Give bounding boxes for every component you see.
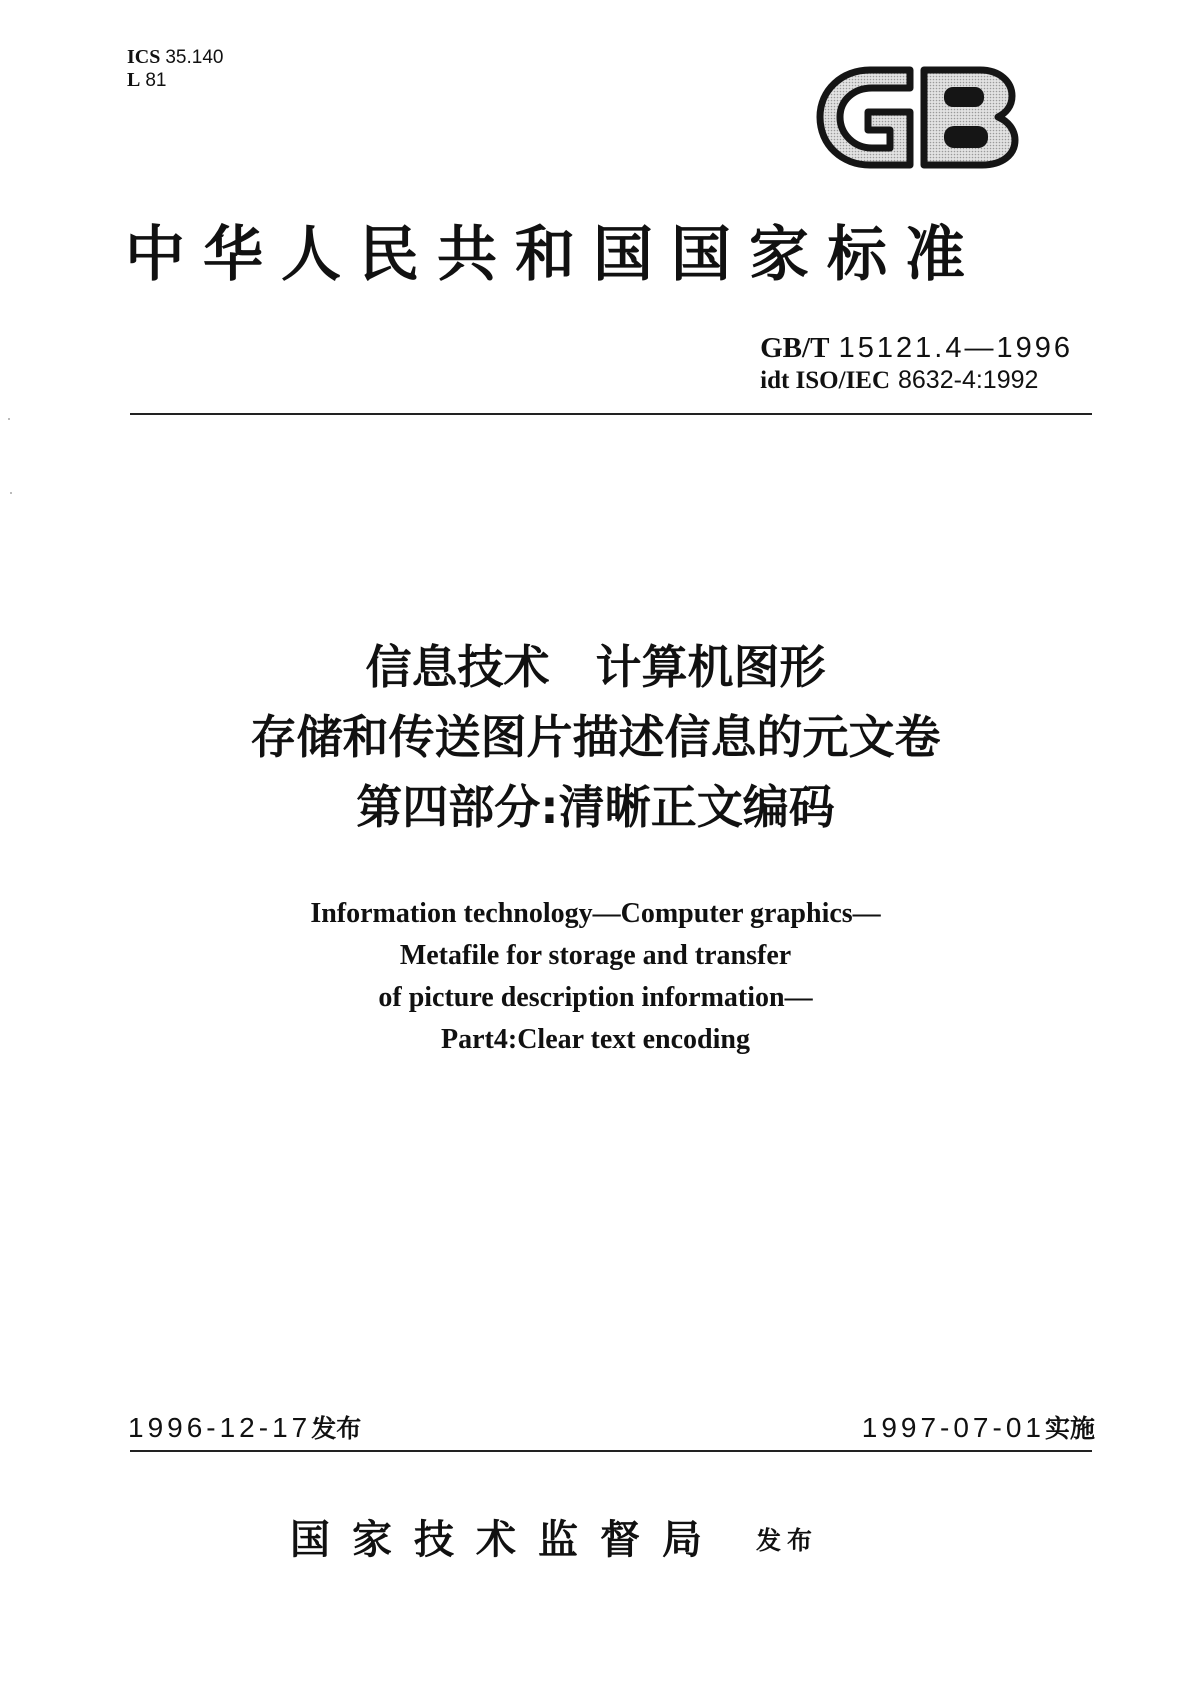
effective-date-value: 1997-07-01 [861,1412,1045,1443]
english-title-line: Metafile for storage and transfer [399,940,792,971]
chinese-title-line: 存储和传送图片描述信息的元文卷 [250,710,941,764]
chinese-title-line: 信息技术 计算机图形 [365,640,826,694]
chinese-title-line: 第四部分:清晰正文编码 [356,780,835,834]
effective-date [862,1410,1095,1447]
standard-prefix: GB/T [760,332,830,364]
issue-date [128,1410,361,1447]
ics-value: 35.140 [165,47,224,68]
ccs-label: L [127,69,141,91]
ccs-code [127,69,223,92]
scan-speck [8,418,10,420]
issue-date-label: 发布 [311,1414,362,1443]
top-divider [130,413,1092,415]
identical-standard [760,365,1073,396]
bottom-divider [130,1450,1092,1452]
standard-number [760,330,1073,365]
ics-label: ICS [127,46,161,68]
scan-speck [10,492,12,494]
issue-date-value: 1996-12-17 [128,1412,312,1443]
idt-code: 8632-4:1992 [898,366,1039,394]
classification-codes [127,46,223,92]
standard-number-block [760,330,1073,396]
idt-prefix: idt ISO/IEC [760,367,891,394]
english-title [0,893,1191,1061]
standard-code: 15121.4—1996 [838,332,1073,364]
issuer-name: 国家技术监督局 [290,1516,724,1563]
logo-letter-g [820,70,910,165]
logo-b-counter-top [944,87,984,107]
ccs-value: 81 [145,70,167,91]
english-title-line: Information technology—Computer graphics— [310,898,881,929]
english-title-line: Part4:Clear text encoding [441,1024,750,1055]
gb-logo [812,60,1022,175]
logo-letter-b [924,70,1015,165]
national-standard-heading: 中华人民共和国国家标准 [125,220,983,290]
chinese-title [0,632,1191,842]
logo-b-counter-bottom [944,126,988,148]
issuing-authority [290,1508,818,1565]
effective-date-label: 实施 [1044,1414,1095,1443]
ics-code [127,46,223,69]
english-title-line: of picture description information— [378,982,813,1013]
issuer-action: 发布 [756,1526,819,1555]
